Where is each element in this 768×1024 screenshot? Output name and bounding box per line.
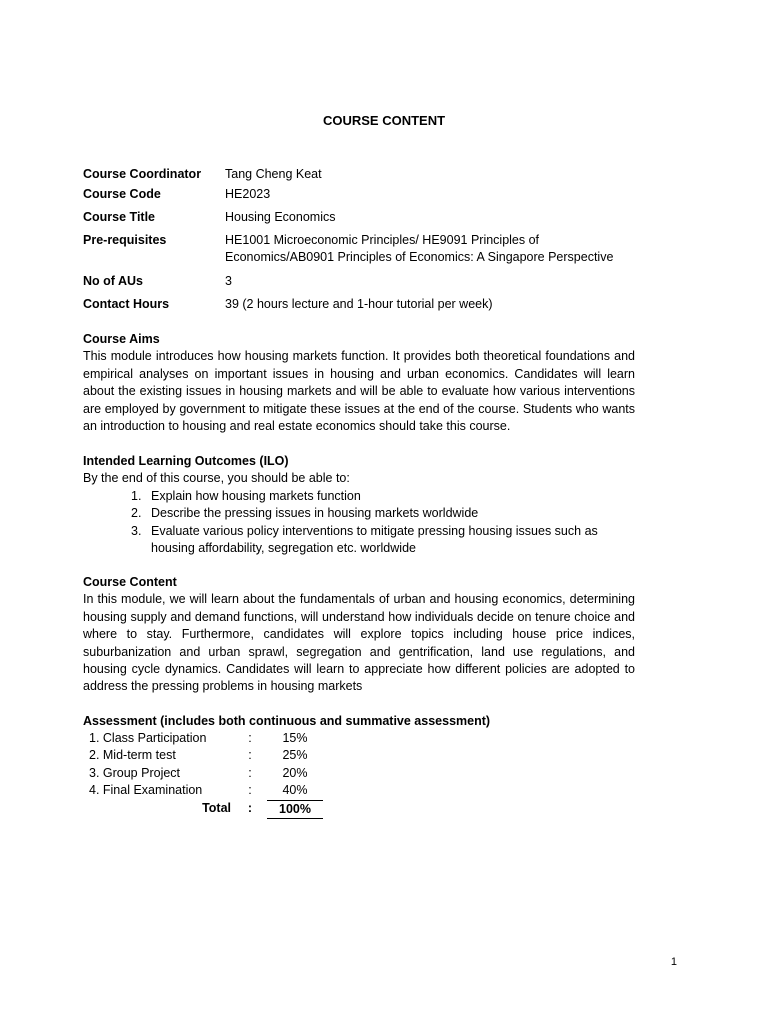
list-text: Evaluate various policy interventions to mitigate pressing housing issues such as housing affordability, segregation etc. worldwide [151,523,598,556]
colon: : [248,783,252,798]
ilo-list [83,488,635,558]
assessment-percentage: 15% [282,731,308,745]
info-value: HE2023 [225,187,271,201]
list-text: Describe the pressing issues in housing markets worldwide [151,506,479,521]
info-row-coordinator [83,166,643,186]
ilo-heading: Intended Learning Outcomes (ILO) [83,454,289,468]
list-text: Explain how housing markets function [151,488,361,503]
table-row [83,730,323,747]
info-label: No of AUs [83,274,143,288]
list-item [83,488,635,505]
info-value: HE1001 Microeconomic Principles/ HE9091 Principles of Economics/AB0901 Principles of Economics: A Singapore Perspective [225,233,614,265]
info-row-aus [83,273,643,296]
info-row-title [83,209,643,232]
ilo-intro: By the end of this course, you should be able to: [83,471,350,486]
info-label: Course Code [83,187,161,201]
info-label: Course Coordinator [83,167,202,181]
colon: : [248,748,252,763]
total-row [83,800,323,819]
assessment-percentage: 20% [282,765,308,780]
course-aims-section [83,331,635,435]
ilo-section [83,453,635,557]
info-value: 3 [225,274,232,288]
info-value: 39 (2 hours lecture and 1-hour tutorial per week) [225,297,493,311]
total-label: Total [202,800,231,815]
list-number: 1. [131,488,142,503]
info-row-contact-hours [83,296,643,313]
page-number: 1 [670,956,677,968]
page-title: COURSE CONTENT [322,113,446,128]
info-label: Pre-requisites [83,233,167,247]
info-row-code [83,186,643,209]
info-value: Tang Cheng Keat [225,167,322,181]
course-aims-text: This module introduces how housing markets function. It provides both theoretical foundations and empirical analyses on important issues in housing and urban economics. Candidates will learn about the existing issues in housing markets and will be able to evaluate how various interventions are employed by government to mitigate these issues at the end of the course. Students who wants an introduction to housing and real estate economics should take this course. [83,349,635,434]
info-value: Housing Economics [225,210,336,224]
assessment-table [83,730,323,819]
colon: : [248,765,252,780]
total-percentage: 100% [267,800,323,819]
list-number: 3. [131,523,142,538]
table-row [83,782,323,799]
course-info-table [83,166,643,313]
colon: : [248,731,252,745]
course-content-heading: Course Content [83,575,177,589]
list-item [83,505,635,522]
assessment-item: 2. Mid-term test [89,748,176,763]
assessment-item: 1. Class Participation [89,731,207,745]
table-row [83,765,323,782]
info-row-prerequisites [83,232,643,273]
table-row [83,747,323,764]
list-number: 2. [131,506,142,521]
assessment-item: 4. Final Examination [89,783,203,798]
assessment-heading [83,713,635,730]
list-item [83,523,635,558]
info-label: Contact Hours [83,297,170,311]
assessment-heading-text: Assessment (includes both continuous and summative assessment) [83,714,491,728]
course-content-text: In this module, we will learn about the fundamentals of urban and housing economics, determining housing supply and demand functions, will understand how individuals decide on tenure choice and where to stay. Furthermore, candidates will explore topics including house price indices, suburbanization and urban sprawl, segregation and gentrification, land use regulations, and housing cycle dynamics. Candidates will learn to appreciate how different policies are adopted to address the pressing problems in housing markets [83,592,635,694]
assessment-percentage: 25% [282,748,308,763]
course-content-section [83,574,635,696]
assessment-item: 3. Group Project [89,765,181,780]
colon: : [247,800,253,815]
info-label: Course Title [83,210,156,224]
course-aims-heading: Course Aims [83,332,160,346]
assessment-percentage: 40% [282,783,308,798]
